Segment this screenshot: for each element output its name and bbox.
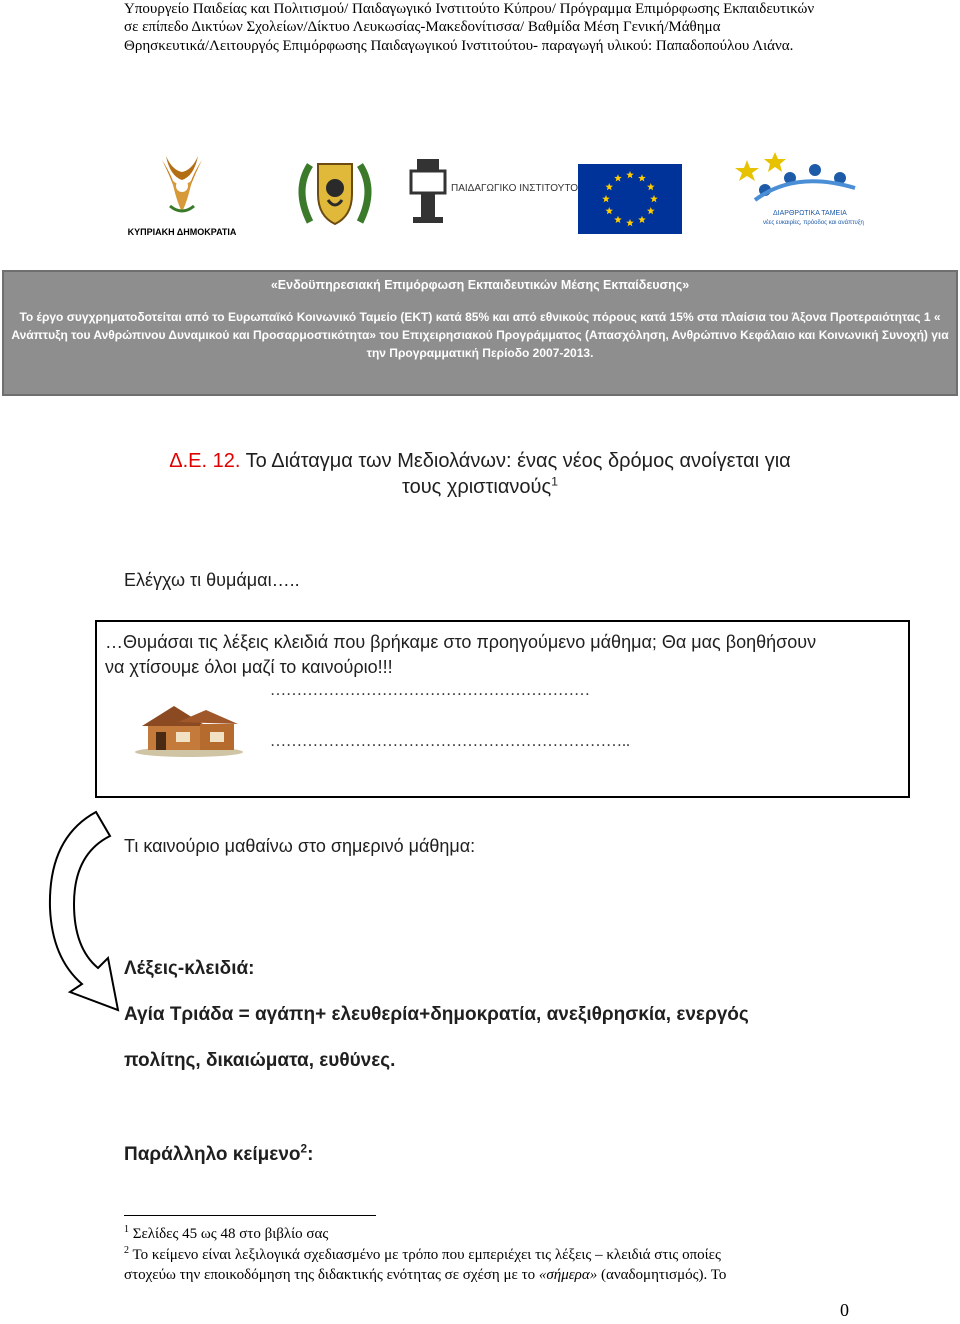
- eu-star: [614, 216, 622, 223]
- eu-star: [647, 183, 655, 190]
- eu-stars-icon: [578, 164, 682, 234]
- header-line-2: σε επίπεδο Δικτύων Σχολείων/Δίκτυο Λευκωσίας-Μακεδονίτισσα/ Βαθμίδα Μέση Γενική/Μάθημα: [124, 19, 721, 35]
- eu-flag-logo: [578, 164, 682, 234]
- lesson-code: Δ.Ε. 12.: [169, 450, 241, 472]
- school-crest-logo: [290, 150, 380, 235]
- lesson-title-line-2: [0, 474, 960, 500]
- funding-banner: [2, 270, 958, 396]
- keywords-line-1: Αγία Τριάδα = αγάπη+ ελευθερία+δημοκρατία, ανεξιθρησκία, ενεργός: [124, 1004, 749, 1025]
- footnote-2-continued: [124, 1266, 726, 1285]
- header-line-1: Υπουργείο Παιδείας και Πολιτισμού/ Παιδαγωγικό Ινστιτούτο Κύπρου/ Πρόγραμμα Επιμόρφωσης Εκπαιδευτικών: [124, 1, 815, 17]
- structural-funds-caption-2: νέες ευκαιρίες, πρόοδος και ανάπτυξη: [763, 220, 864, 226]
- lesson-title-line-1: [0, 448, 960, 474]
- parallel-label: Παράλληλο κείμενο: [124, 1144, 301, 1165]
- footnote-1: [124, 1225, 328, 1244]
- footnote-1-number: 1: [124, 1224, 129, 1235]
- eu-star: [638, 216, 646, 223]
- eu-star: [605, 183, 613, 190]
- parallel-colon: :: [307, 1144, 314, 1165]
- curved-arrow-icon: [40, 808, 120, 1013]
- parallel-text-heading: [124, 1144, 313, 1166]
- eu-star: [626, 171, 634, 178]
- eu-star: [605, 207, 613, 214]
- keywords-line-2: πολίτης, δικαιώματα, ευθύνες.: [124, 1050, 396, 1071]
- box-line-1: …Θυμάσαι τις λέξεις κλειδιά που βρήκαμε στο προηγούμενο μάθημα; Θα μας βοηθήσουν: [105, 632, 817, 652]
- eu-star: [602, 195, 610, 202]
- eu-star: [638, 174, 646, 181]
- cyprus-republic-logo: [122, 150, 242, 235]
- eu-star: [647, 207, 655, 214]
- eu-star: [626, 219, 634, 226]
- lamp-icon: [403, 155, 453, 227]
- footnote-2-line2-a: στοχεύω την εποικοδόμηση της διδακτικής ενότητας σε σχέση με το: [124, 1267, 539, 1283]
- wreath-crest-icon: [290, 150, 380, 235]
- lesson-title-text-1: Το Διάταγμα των Μεδιολάνων: ένας νέος δρόμος ανοίγεται για: [245, 450, 791, 472]
- footnote-2: [124, 1246, 721, 1265]
- section-new-heading: Τι καινούριο μαθαίνω στο σημερινό μάθημα:: [124, 836, 476, 856]
- lesson-title-text-2: τους χριστιανούς: [401, 476, 552, 498]
- structural-funds-caption-1: ΔΙΑΡΘΡΩΤΙΚΑ ΤΑΜΕΙΑ: [773, 210, 847, 217]
- keywords-label: Λέξεις-κλειδιά:: [124, 958, 255, 979]
- eu-star: [614, 174, 622, 181]
- blank-dots-2: …………………………………………………………..: [270, 733, 630, 750]
- footnote-1-text: Σελίδες 45 ως 48 στο βιβλίο σας: [129, 1226, 329, 1242]
- footnote-2-italic: «σήμερα»: [538, 1267, 598, 1283]
- house-icon: [134, 700, 244, 758]
- house-image: [134, 700, 244, 758]
- pi-caption: ΠΑΙΔΑΓΩΓΙΚΟ ΙΝΣΤΙΤΟΥΤΟ: [451, 183, 579, 194]
- cyprus-emblem-icon: [122, 150, 242, 220]
- footnote-2-text: Το κείμενο είναι λεξιλογικά σχεδιασμένο με τρόπο που εμπεριέχει τις λέξεις – κλειδιά στις οποίες: [129, 1247, 721, 1263]
- blank-dots-1: ……………………………………………………: [270, 682, 590, 699]
- eu-star: [650, 195, 658, 202]
- section-remember-heading: Ελέγχω τι θυμάμαι…..: [124, 570, 300, 590]
- footnote-2-line2-b: (αναδομητισμός). Το: [597, 1267, 727, 1283]
- curved-arrow-shape: [40, 808, 120, 1013]
- header-line-3: Θρησκευτικά/Λειτουργός Επιμόρφωσης Παιδαγωγικού Ινστιτούτου- παραγωγή υλικού: Παπαδοπούλου Λιάνα.: [124, 38, 794, 54]
- footnote-ref-1: 1: [551, 474, 559, 489]
- banner-title: «Ενδοϋπηρεσιακή Επιμόρφωση Εκπαιδευτικών Μέσης Εκπαίδευσης»: [270, 278, 690, 292]
- cyprus-logo-caption: ΚΥΠΡΙΑΚΗ ΔΗΜΟΚΡΑΤΙΑ: [127, 227, 237, 237]
- footnote-ref-2: 2: [300, 1142, 308, 1156]
- banner-text: Το έργο συγχρηματοδοτείται από το Ευρωπαϊκό Κοινωνικό Ταμείο (ΕΚΤ) κατά 85% και από εθνικούς πόρους κατά 15% στα πλαίσια του Άξονα Προτεραιότητας 1 « Ανάπτυξη του Ανθρώπινου Δυναμικού και Προσαρμοστικότητα» του Επιχειρησιακού Προγράμματος (Απασχόληση, Ανθρώπινο Κεφάλαιο και Κοινωνική Συνοχή) για την Προγραμματική Περίοδο 2007-2013.: [11, 310, 949, 360]
- box-line-2: να χτίσουμε όλοι μαζί το καινούριο!!!: [105, 657, 393, 677]
- page-number: 0: [840, 1300, 849, 1320]
- footnote-2-number: 2: [124, 1245, 129, 1256]
- pedagogical-institute-logo: [403, 155, 579, 230]
- structural-funds-logo: [735, 150, 870, 235]
- footnote-divider: [124, 1215, 376, 1216]
- stars-people-icon: [735, 150, 870, 210]
